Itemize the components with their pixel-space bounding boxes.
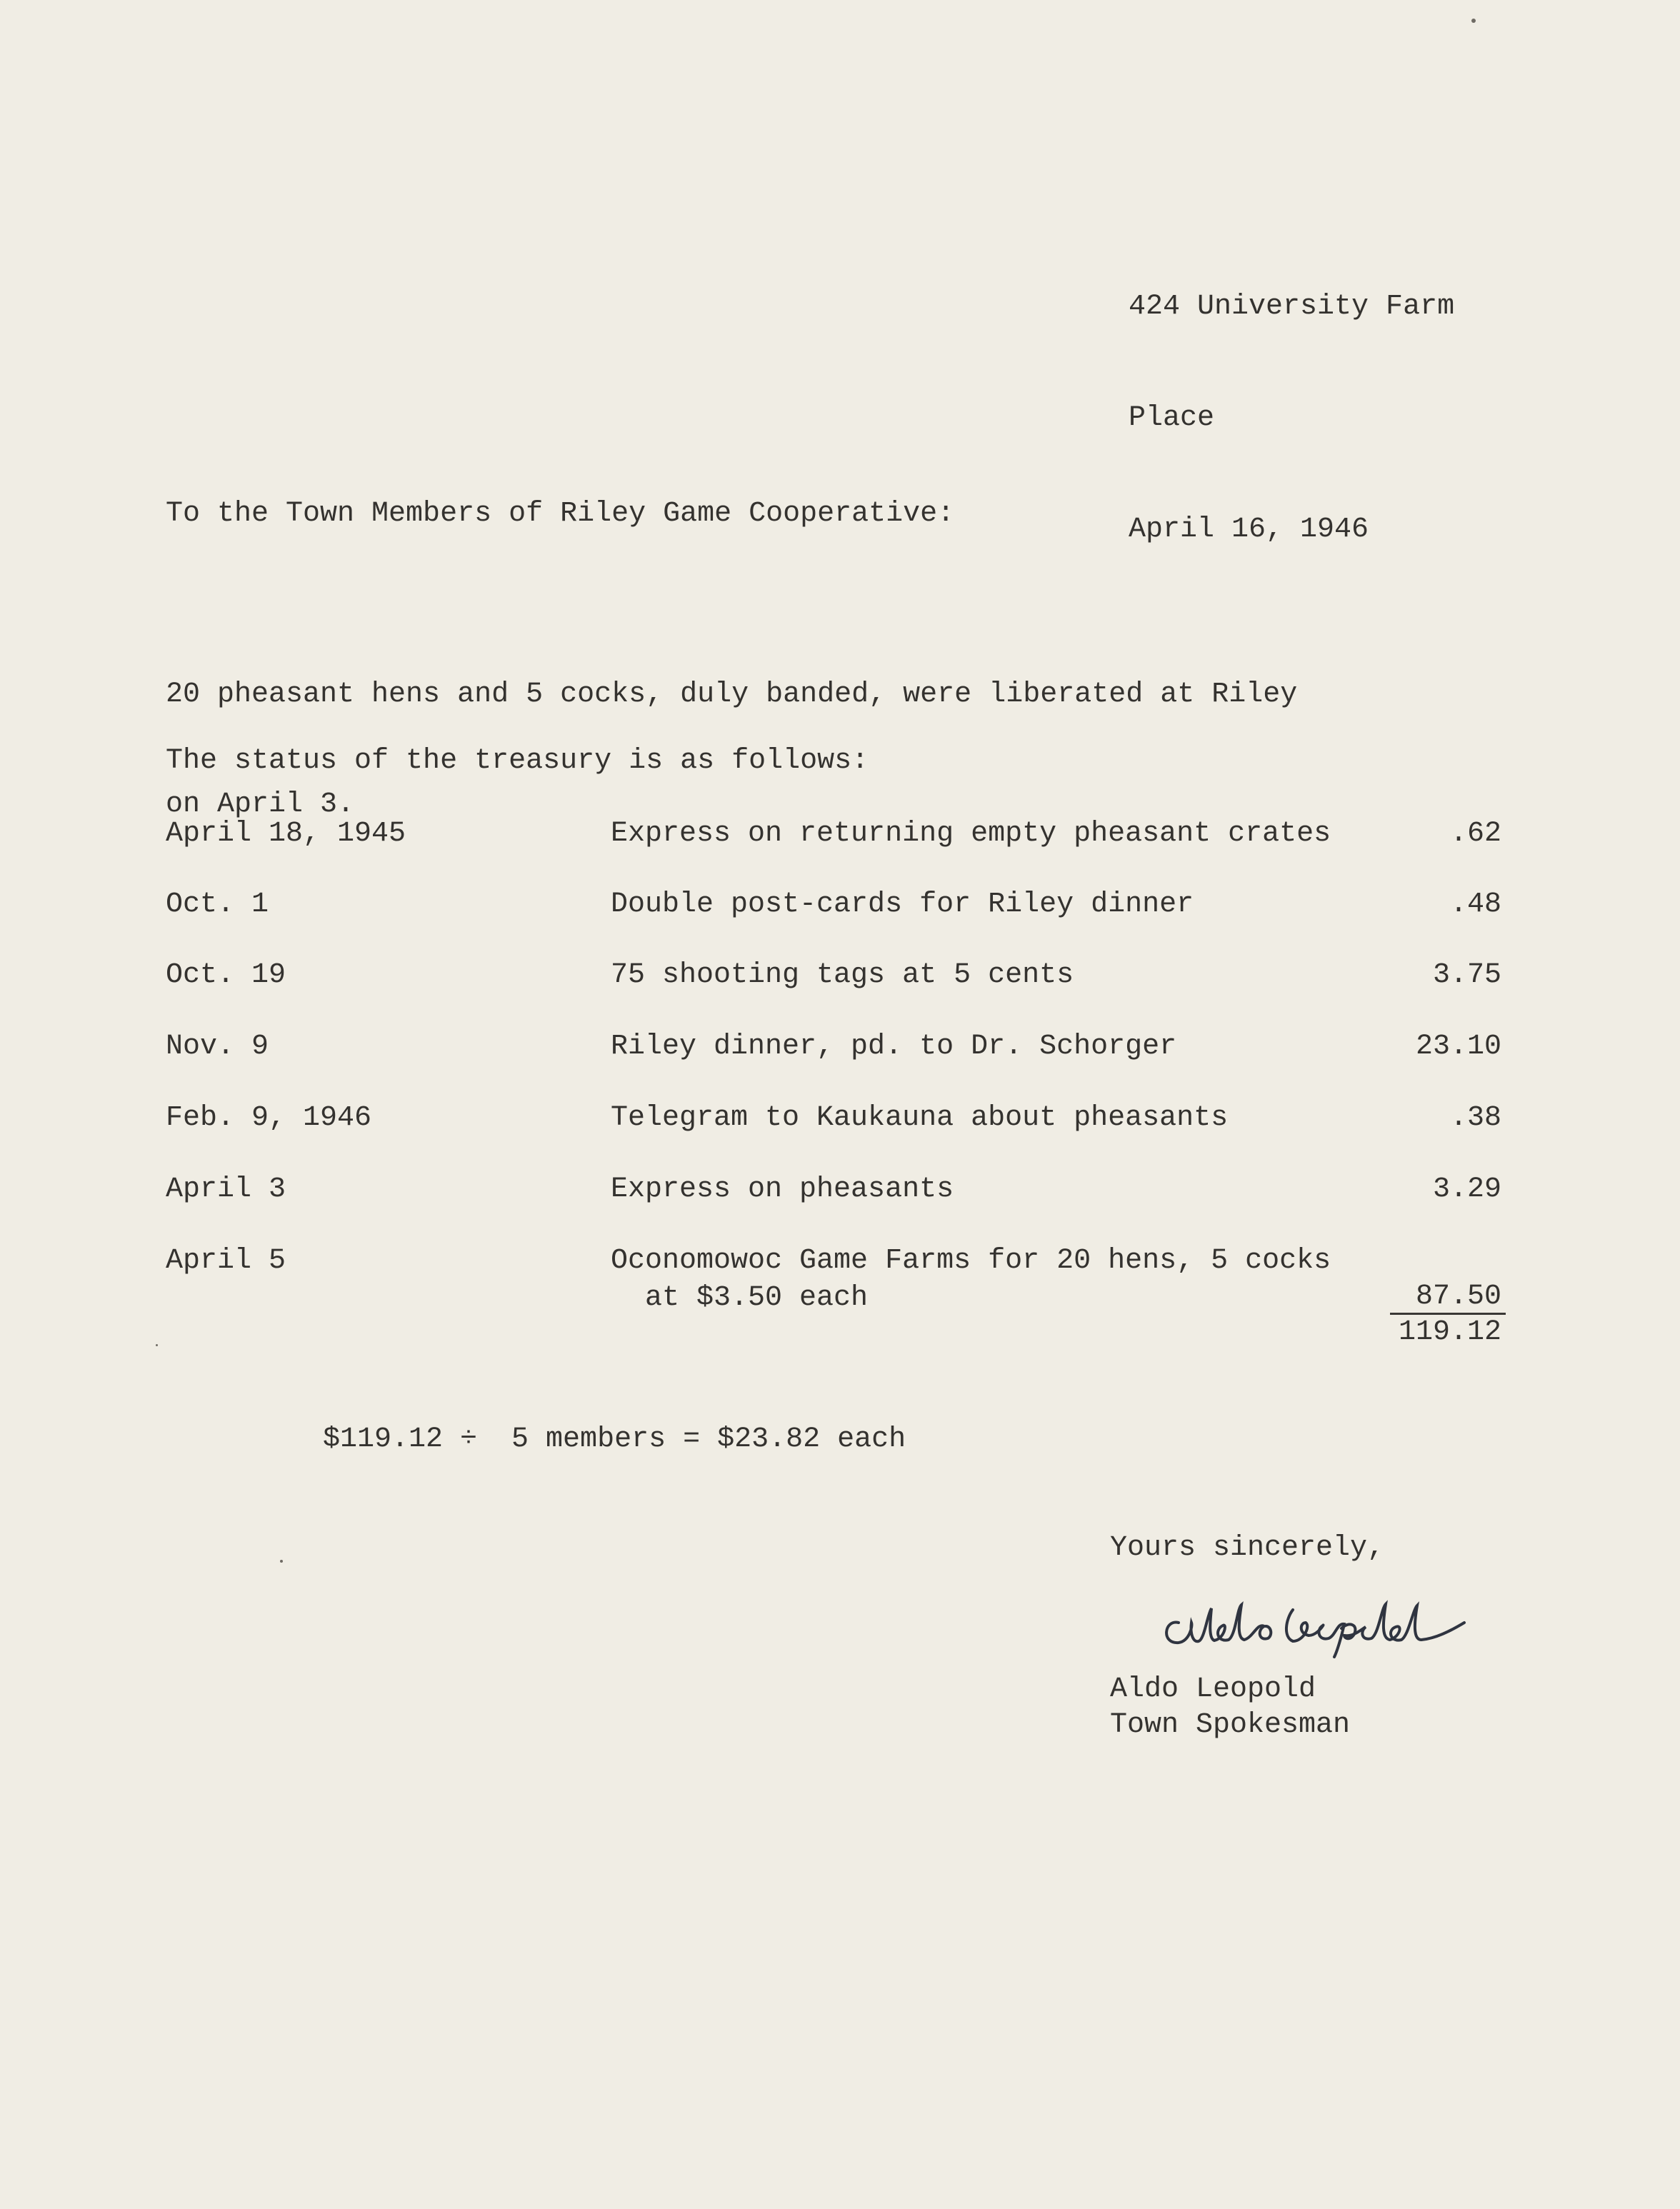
ledger-amount-last (1416, 1278, 1501, 1316)
address-line-1: 424 University Farm (1129, 291, 1455, 323)
ledger-date: April 18, 1945 (166, 818, 406, 850)
ledger-amount: 3.29 (1432, 1173, 1501, 1206)
ledger-description: Double post-cards for Riley dinner (611, 888, 1194, 921)
ledger-date: Oct. 1 (166, 888, 269, 921)
ledger-amount: 23.10 (1415, 1031, 1501, 1063)
address-line-2: Place (1129, 402, 1215, 434)
ledger-amount: .38 (1449, 1102, 1501, 1134)
paper-speck (1471, 19, 1476, 23)
ledger-date: Nov. 9 (166, 1031, 269, 1063)
intro-line-1: 20 pheasant hens and 5 cocks, duly banded, were liberated at Riley (166, 678, 1298, 711)
letter-date: April 16, 1946 (1129, 514, 1369, 546)
closing: Yours sincerely, (1110, 1532, 1385, 1564)
ledger-description: Oconomowoc Game Farms for 20 hens, 5 cocks (611, 1245, 1331, 1277)
intro-line-2: on April 3. (166, 788, 355, 821)
ledger-description: Express on returning empty pheasant crates (611, 818, 1331, 850)
ledger-description: Riley dinner, pd. to Dr. Schorger (611, 1031, 1177, 1063)
ledger-row (0, 886, 1680, 923)
address-block (1129, 214, 1454, 623)
ledger-amount: 3.75 (1432, 959, 1501, 991)
ledger-amount: .62 (1449, 818, 1501, 850)
ledger-total: 119.12 (1398, 1316, 1501, 1348)
paper-speck (156, 1344, 158, 1346)
ledger-row (0, 957, 1680, 994)
paper-speck (280, 1560, 283, 1563)
ledger-description-continued: at $3.50 each (645, 1282, 869, 1314)
ledger-date: April 5 (166, 1245, 286, 1277)
ledger-description: 75 shooting tags at 5 cents (611, 959, 1074, 991)
ledger-row (0, 1028, 1680, 1066)
per-member-share: $119.12 ÷ 5 members = $23.82 each (323, 1423, 906, 1456)
ledger-description: Express on pheasants (611, 1173, 954, 1206)
ledger-row (0, 1100, 1680, 1137)
salutation: To the Town Members of Riley Game Cooperative: (166, 498, 955, 530)
ledger-date: Feb. 9, 1946 (166, 1102, 372, 1134)
ledger-amount: 87.50 (1415, 1281, 1501, 1313)
ledger-date: April 3 (166, 1173, 286, 1206)
signatory-title: Town Spokesman (1110, 1709, 1351, 1741)
ledger-description: Telegram to Kaukauna about pheasants (611, 1102, 1229, 1134)
ledger-row (0, 1171, 1680, 1208)
ledger-date: Oct. 19 (166, 959, 286, 991)
ledger-amount: .48 (1449, 888, 1501, 921)
signature (1157, 1594, 1471, 1658)
signatory-name: Aldo Leopold (1110, 1673, 1316, 1705)
treasury-heading: The status of the treasury is as follows: (166, 745, 869, 777)
ledger-row (0, 816, 1680, 853)
